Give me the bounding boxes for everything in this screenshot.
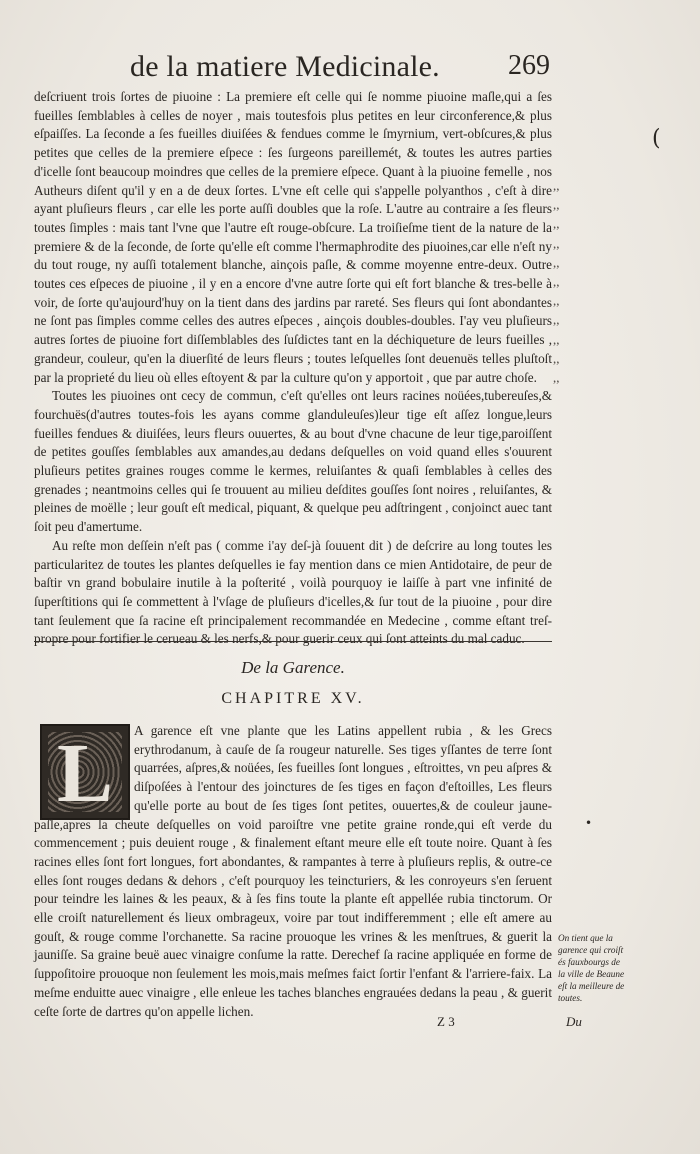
quote-mark: ,, (553, 273, 560, 289)
marginal-note: On tient que la garence qui croiſt és fauxbourgs de la ville de Beaune eſt la meilleure de toutes. (558, 933, 625, 1003)
ink-spot: • (585, 816, 593, 830)
quote-mark: ,, (553, 197, 560, 213)
paragraph-2: Toutes les piuoines ont cecy de commun, c'eſt qu'elles ont leurs racines noüées,tubereuſes,& fourchuës(d'autres toutes-fois les ayans comme glanduleuſes)leur tige eſt aſſez longue,leurs fueilles fendues & diuiſées, leurs fleurs ouuertes, & au bout d'vne chacune de leur tige,paroiſſent de petites gouſſes ſemblables aux amandes,au dedans deſquelles on void quand elles s'ouurent pluſieurs petites graines rouges comme le kermes, reluiſantes & quaſi ſemblables à celles des grenades ; neantmoins celles qui ſe trouuent au milieu deſdites gouſſes ſont noires , reluiſantes, & pleines de moëlle ; leur gouſt eſt medical, piquant, & quelque peu adſtringent , conjoinct auec tant ſoit peu d'amertume. (34, 388, 552, 535)
chapter-text: A garence eſt vne plante que les Latins appellent rubia , & les Grecs erythrodanum, à cauſe de ſa rougeur naturelle. Ses tiges yſſantes de terre ſont quarrées, aſpres,& noüées, ſes fueilles ſont longues , eſtroittes, vn peu aſpres & diſpoſées à l'entour des joinctures de ſes tiges en façon d'eſtoilles, Les fleurs qu'elle porte au bout de ſes tiges ſont petites, ouuertes,& de couleur jaune-paſle,apres la cheute deſquelles on void paroiſtre vne petite graine ronde,qui eſt verde du commencement ; puis deuient rouge , & finalement eſtant meure elle eſt toute noire. Quant à ſes racines elles ſont fort longues, fort abondantes, & rampantes à terre à pluſieurs replis, & outre-ce elles ſont rouges dedans & dehors , c'eſt pourquoy les teincturiers, & les conroyeurs s'en ſeruent pour teindre les laines & les peaux, & à ſes fins toute la plante eſt appellée rubia tinctorum. Or elle croiſt naturellement és lieux ombrageux, voire par tout indifferemment ; elle eſt amere au gouſt, & rouge comme l'orchanette. Sa racine prouoque les vrines & les menſtrues, & guerit la jauniſſe. Sa graine beuë auec vinaigre conſume la ratte. Derechef ſa racine appliquée en forme de ſuppoſitoire prouoque non ſeulement les mois,mais meſmes faict ſortir l'enfant & l'arriere-faix. La meſme enduitte auec vinaigre , elle enleue les taches blanches engrauées dedans la peau , & guerit ceſte ſorte de dartres qu'on appelle lichen. (34, 723, 552, 1019)
signature-mark: Z 3 (437, 1014, 455, 1029)
initial-letter: L (56, 727, 114, 820)
page-number: 269 (508, 50, 550, 81)
quote-mark: ,, (553, 312, 560, 328)
paragraph-1: deſcriuent trois ſortes de piuoine : La premiere eſt celle qui ſe nomme piuoine maſle,qui a ſes fueilles ſemblables à celles de noyer , mais toutesfois plus petites en leur circonference,& plus eſpaiſſes. La ſeconde a ſes fueilles diuiſées & fendues comme le ſmyrnium, vert-obſcures,& plus petites que celles de la premiere eſpece : ſes ſurgeons pareillemét, & toutes les autres parties d'icelle ſont beaucoup moindres que celles de la premiere eſpece. Quant à la piuoine femelle , nos Autheurs diſent qu'il y en a de deux ſortes. L'vne eſt celle qui s'appelle polyanthos , c'eſt à dire ayant pluſieurs fleurs , car elle les porte auſſi doubles que la roſe. L'autre au contraire a ſes fleurs toutes ſimples : mais tant l'vne que l'autre eſt rouge-obſcure. La troiſieſme tient de la nature de la premiere & de la ſeconde, de ſorte qu'elle eſt comme l'hermaphrodite des piuoines,car elle n'eſt ny du tout rouge, ny auſſi totalement blanche, ainçois paſle, & comme moyenne entre-deux. Outre toutes ces eſpeces de piuoine , il y en a encore d'vne autre ſorte qui eſt fort blanche & tres-belle à voir, de ſorte qu'aujourd'huy on la tient dans des jardins par rareté. Ses fleurs qui ſont abondantes ne ſont pas ſimples comme celles des autres eſpeces , ainçois doubles-doubles. I'ay veu pluſieurs autres ſortes de piuoine fort diſſemblables des ſuſdictes tant en la déchiqueture de leurs fueilles , grandeur, couleur, qu'en la diuerſité de leurs fleurs ; toutes leſquelles ſont deuenuës telles pluſtoſt par la proprieté du lieu où elles eſtoyent & par la culture qu'on y apportoit , que par autre choſe. (34, 89, 552, 385)
main-text (34, 88, 552, 649)
chapter-heading: CHAPITRE XV. (221, 690, 365, 707)
quote-mark: ,, (553, 331, 560, 347)
quote-mark: ,, (553, 178, 560, 193)
quote-mark: ,, (553, 293, 560, 309)
quotation-marks-column (553, 176, 573, 387)
running-title: de la matiere Medicinale. (130, 50, 440, 83)
section-title: De la Garence. (241, 658, 345, 677)
initial-space (34, 722, 134, 814)
section-rule (34, 641, 552, 642)
quote-mark: ,, (553, 235, 560, 251)
catchword: Du (566, 1014, 582, 1029)
quote-mark: ,, (553, 254, 560, 270)
quote-mark: ,, (553, 369, 560, 385)
paragraph-3: Au reſte mon deſſein n'eſt pas ( comme i'ay deſ-jà ſouuent dit ) de deſcrire au long toutes les particularitez de toutes les plantes deſquelles ie fay mention dans ce mien Antidotaire, de peur de baſtir vn grand bobulaire inutile à la poſterité , voilà pourquoy ie laiſſe à part vne infinité de ſuperſtitions qui ſe commettent à l'vſage de pluſieurs d'icelles,& ſur tout de la piuoine , pour dire tant ſeulement que ſa racine eſt principalement recommandée en Medecine , comme eſtant treſ-propre pour fortifier le cerueau & les nerfs,& pour guerir ceux qui ſont atteints du mal caduc. (34, 537, 552, 647)
running-header (130, 50, 550, 90)
quote-mark: ,, (553, 216, 560, 232)
quote-mark: ,, (553, 350, 560, 366)
margin-bracket-mark: ( (652, 126, 661, 151)
chapter-text-block (34, 722, 552, 1021)
